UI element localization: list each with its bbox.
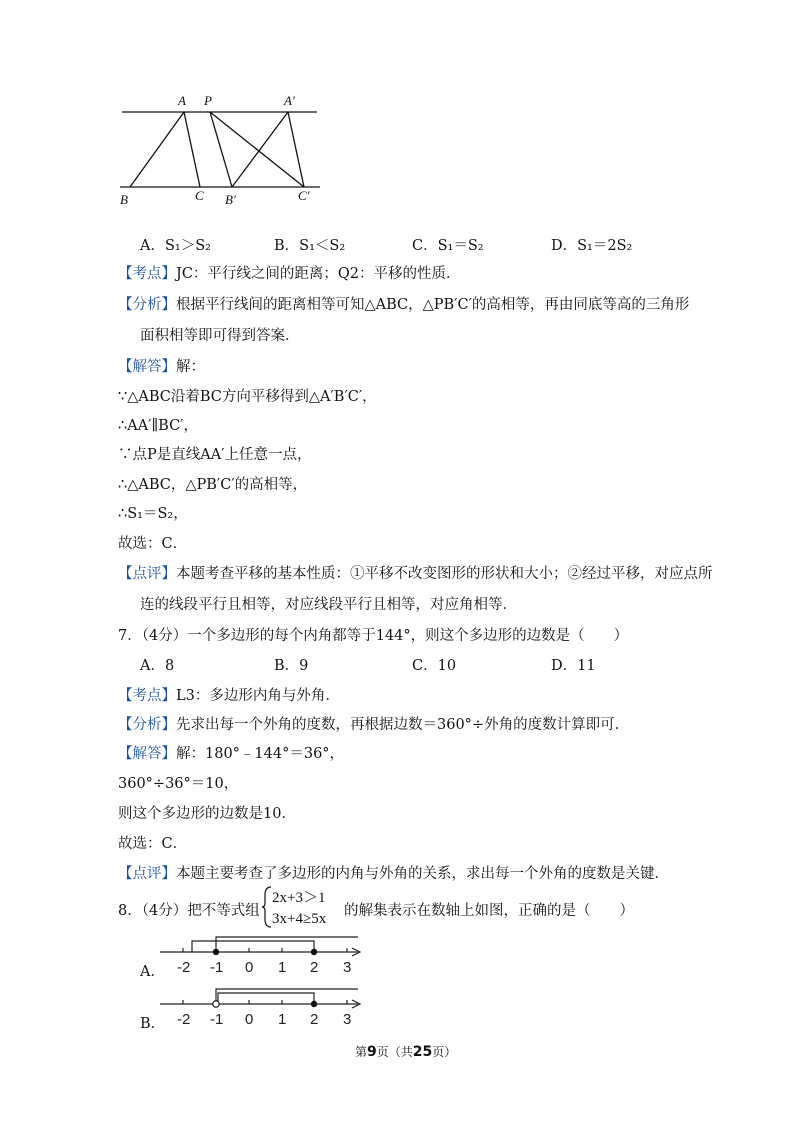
solution-step: ∴△ABC，△PB′C′的高相等， (118, 477, 308, 493)
left-brace (262, 887, 271, 927)
solution-step: ∵△ABC沿着BC方向平移得到△A′B′C′， (118, 389, 377, 405)
jieda-line (118, 742, 344, 763)
kaodian-line (118, 684, 340, 705)
jieda-tag: 【解答】 (118, 359, 176, 375)
kaodian-text: L3：多边形内角与外角． (176, 688, 340, 704)
solution-step: ∴AA′∥BC′， (118, 418, 198, 434)
system-line-2: 3x+4≥5x (272, 911, 327, 927)
kaodian-tag: 【考点】 (118, 266, 176, 282)
inequality-system (262, 885, 344, 929)
question-8-stem-start: 8．（4分）把不等式组 (118, 903, 260, 919)
tick-label: -2 (177, 1011, 191, 1028)
kaodian-text: JC：平行线之间的距离；Q2：平移的性质． (176, 266, 461, 282)
jieda-tag: 【解答】 (118, 746, 176, 762)
tick-label: -2 (177, 959, 191, 976)
dianping-tag: 【点评】 (118, 566, 176, 582)
question-8-stem-end: 的解集表示在数轴上如图，正确的是（ ） (344, 903, 634, 919)
label-b: B (120, 192, 128, 207)
footer-mid: 页（共 (376, 1045, 413, 1059)
footer-suffix: 页） (432, 1045, 457, 1059)
segment-a2b2 (232, 112, 288, 187)
segment-ab (130, 112, 184, 187)
label-p: P (204, 93, 212, 108)
ray-from-minus-one (216, 937, 358, 952)
fenxi-line (118, 293, 689, 314)
kaodian-line (118, 262, 461, 283)
dianping-text: 本题主要考查了多边形的内角与外角的关系，求出每一个外角的度数是关键． (176, 866, 669, 882)
kaodian-tag: 【考点】 (118, 688, 176, 704)
answer-line: 故选：C． (118, 836, 188, 852)
label-a: A (178, 93, 186, 108)
ray-to-two (218, 993, 314, 1004)
option-a: A．8 (140, 658, 175, 674)
system-line-1: 2x+3＞1 (272, 890, 326, 906)
option-c: C．S₁＝S₂ (412, 238, 484, 254)
footer-total-pages: 25 (412, 1044, 433, 1060)
dianping-text: 本题考查平移的基本性质：①平移不改变图形的形状和大小；②经过平移，对应点所 (176, 566, 713, 582)
question-7-stem: 7．（4分）一个多边形的每个内角都等于144°，则这个多边形的边数是（ ） (118, 628, 629, 644)
fenxi-continued: 面积相等即可得到答案． (140, 328, 300, 344)
tick-label: -1 (210, 959, 224, 976)
ray-from-minus-one (216, 989, 358, 1004)
dianping-tag: 【点评】 (118, 866, 176, 882)
tick-label: 3 (343, 1011, 352, 1028)
jieda-line (118, 355, 205, 376)
number-line-b (158, 984, 368, 1032)
answer-line: 故选：C． (118, 536, 188, 552)
solid-point-two (311, 1001, 317, 1007)
dianping-continued: 连的线段平行且相等，对应线段平行且相等，对应角相等． (140, 597, 517, 613)
option-c: C．10 (412, 658, 457, 674)
hollow-point-minus-one (213, 1001, 219, 1007)
dianping-line (118, 562, 713, 583)
option-d: D．11 (551, 658, 596, 674)
ray-to-two (192, 941, 314, 952)
solution-step: ∵点P是直线AA′上任意一点， (118, 447, 312, 463)
tick-label: 2 (310, 1011, 319, 1028)
translation-figure (112, 92, 327, 214)
fenxi-line (118, 713, 629, 734)
footer-page-number: 9 (367, 1044, 377, 1060)
solution-step: 则这个多边形的边数是10． (118, 806, 296, 822)
label-a-prime: A′ (284, 93, 295, 108)
fenxi-tag: 【分析】 (118, 297, 176, 313)
fenxi-tag: 【分析】 (118, 717, 176, 733)
option-d: D．S₁＝2S₂ (551, 238, 633, 254)
tick-label: 2 (310, 959, 319, 976)
option-b: B．9 (274, 658, 309, 674)
option-b: B．S₁＜S₂ (274, 238, 346, 254)
segment-pb2 (210, 112, 232, 187)
option-a-label: A． (140, 964, 165, 980)
jieda-text: 解：180°﹣144°＝36°， (176, 746, 345, 762)
solution-step: ∴S₁＝S₂， (118, 506, 188, 522)
solid-point-two (311, 949, 317, 955)
tick-label: -1 (210, 1011, 224, 1028)
segment-ac (184, 112, 200, 187)
jieda-text: 解： (176, 359, 205, 375)
option-a: A．S₁＞S₂ (140, 238, 211, 254)
option-b-label: B． (140, 1016, 166, 1032)
solid-point-minus-one (213, 949, 219, 955)
fenxi-text: 根据平行线间的距离相等可知△ABC，△PB′C′的高相等，再由同底等高的三角形 (176, 297, 690, 313)
page-footer (355, 1043, 456, 1060)
tick-label: 0 (245, 959, 254, 976)
label-c: C (195, 188, 204, 203)
tick-label: 3 (343, 959, 352, 976)
dianping-line (118, 862, 669, 883)
fenxi-text: 先求出每一个外角的度数，再根据边数＝360°÷外角的度数计算即可． (176, 717, 630, 733)
number-line-a (158, 932, 368, 980)
tick-label: 1 (278, 1011, 287, 1028)
tick-label: 0 (245, 1011, 254, 1028)
tick-label: 1 (278, 959, 287, 976)
label-c-prime: C′ (298, 188, 310, 203)
label-b-prime: B′ (225, 192, 236, 207)
solution-step: 360°÷36°＝10， (118, 776, 239, 792)
footer-prefix: 第 (355, 1045, 368, 1059)
